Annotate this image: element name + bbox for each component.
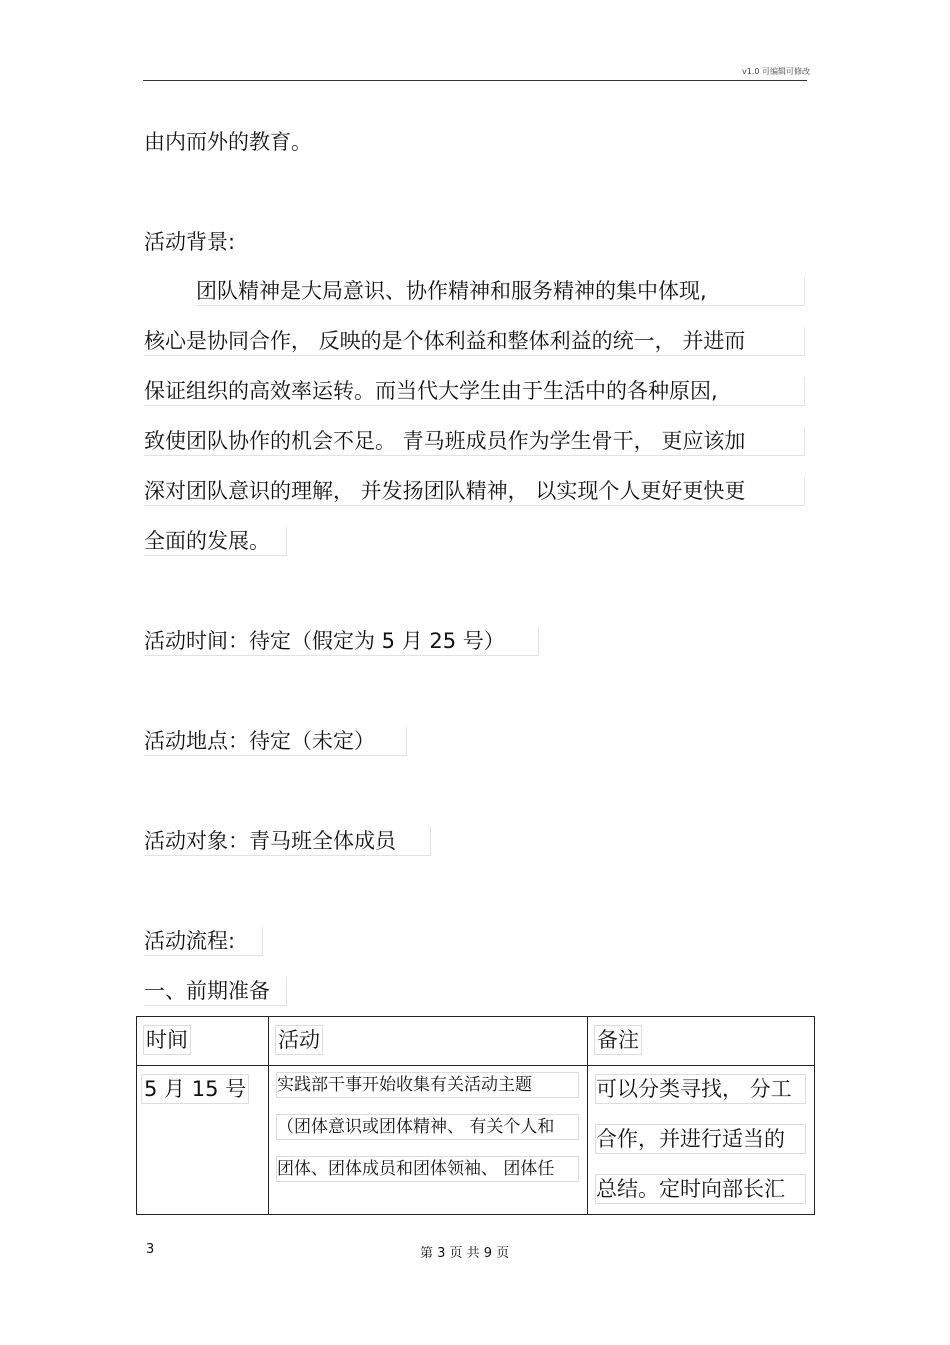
table-row: [137, 1066, 815, 1215]
section-heading: 一、前期准备: [144, 977, 287, 1006]
header-note: v1.0 可编辑可修改: [742, 67, 810, 76]
note-cell: [588, 1066, 815, 1215]
background-line: 致使团队协作的机会不足。 青马班成员作为学生骨干， 更应该加: [144, 427, 805, 456]
header-time: 时间: [143, 1025, 191, 1055]
header-cell: [588, 1017, 815, 1066]
background-line: 团队精神是大局意识、协作精神和服务精神的集中体现,: [196, 277, 805, 306]
note-line: 可以分类寻找， 分工: [595, 1074, 806, 1104]
process-heading: 活动流程:: [144, 927, 263, 956]
header-cell: [269, 1017, 588, 1066]
activity-cell: [269, 1066, 588, 1215]
background-heading: 活动背景:: [144, 230, 236, 254]
activity-line: 团体、团体成员和团体领袖、 团体任: [276, 1156, 579, 1182]
schedule-table: [136, 1016, 815, 1215]
background-line: 核心是协同合作， 反映的是个体利益和整体利益的统一， 并进而: [144, 327, 805, 356]
row-time: 5 月 15 号: [141, 1074, 249, 1104]
header-activity: 活动: [275, 1025, 323, 1055]
table-header-row: [137, 1017, 815, 1066]
activity-time: 活动时间：待定（假定为 5 月 25 号）: [144, 627, 539, 656]
header-rule: [143, 80, 807, 81]
time-cell: [137, 1066, 269, 1215]
note-line: 总结。定时向部长汇: [595, 1174, 806, 1204]
header-cell: [137, 1017, 269, 1066]
background-line: 深对团队意识的理解， 并发扬团队精神， 以实现个人更好更快更: [144, 477, 805, 506]
activity-place: 活动地点：待定（未定）: [144, 727, 407, 756]
background-line: 保证组织的高效率运转。而当代大学生由于生活中的各种原因,: [144, 377, 805, 406]
header-note: 备注: [594, 1025, 642, 1055]
note-line: 合作，并进行适当的: [595, 1124, 806, 1154]
activity-line: （团体意识或团体精神、 有关个人和: [276, 1114, 579, 1140]
intro-line: 由内而外的教育。: [144, 130, 312, 154]
page-number: 3: [146, 1242, 155, 1257]
activity-line: 实践部干事开始收集有关活动主题: [276, 1072, 579, 1098]
page-info: 第 3 页 共 9 页: [420, 1246, 510, 1261]
activity-audience: 活动对象：青马班全体成员: [144, 827, 431, 856]
background-line: 全面的发展。: [144, 527, 287, 556]
